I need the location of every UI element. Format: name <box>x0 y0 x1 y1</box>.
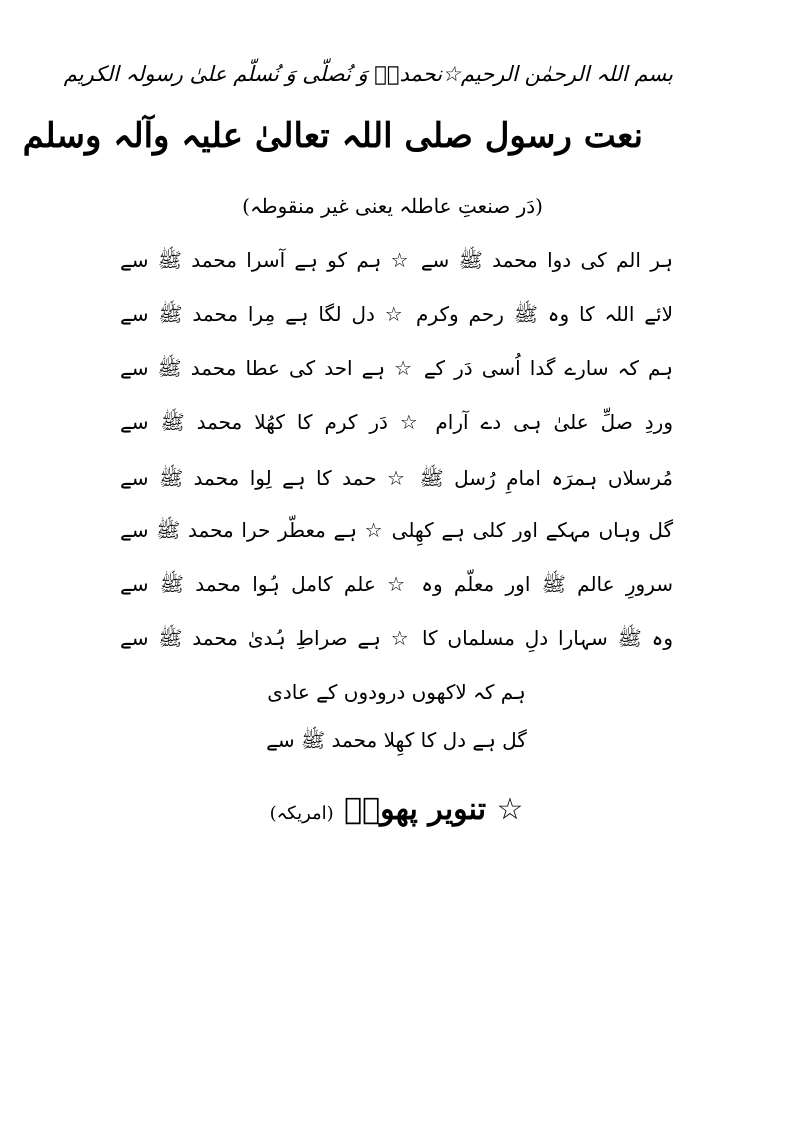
verse-line-4: وردِ صلِّ علیٰ ہی دے آرام ☆ دَر کرم کا کھُلا محمد ﷺ سے <box>120 410 673 434</box>
bismillah-line: بسم اللہ الرحمٰن الرحیم☆نحمدہٗ وَ نُصلّی وَ نُسلّم علیٰ رسولہ الکریم <box>63 62 673 86</box>
verse-line-5: مُرسلاں ہمرَہ امامِ رُسل ﷺ ☆ حمد کا ہے لِوا محمد ﷺ سے <box>120 466 673 490</box>
closing-line-2: گل ہے دل کا کھِلا محمد ﷺ سے <box>266 728 527 752</box>
author-name: تنویر پھولؔ <box>344 792 487 827</box>
verse-line-2: لائے اللہ کا وہ ﷺ رحم وکرم ☆ دل لگا ہے مِرا محمد ﷺ سے <box>120 302 673 326</box>
verse-line-7: سرورِ عالم ﷺ اور معلّم وہ ☆ علم کامل ہُوا محمد ﷺ سے <box>120 572 673 596</box>
verse-line-8: وہ ﷺ سہارا دلِ مسلماں کا ☆ ہے صراطِ ہُدیٰ محمد ﷺ سے <box>120 626 673 650</box>
author-place: (امریکہ) <box>269 803 334 824</box>
author-signature <box>250 792 543 828</box>
page-subtitle: (دَر صنعتِ عاطلہ یعنی غیر منقوطہ) <box>242 194 543 218</box>
page-title: نعت رسول صلی اللہ تعالیٰ علیہ وآلہ وسلم <box>22 116 643 156</box>
closing-line-1: ہم کہ لاکھوں درودوں کے عادی <box>267 680 526 704</box>
verse-line-3: ہم کہ سارے گدا اُسی دَر کے ☆ ہے احد کی عطا محمد ﷺ سے <box>120 356 673 380</box>
verse-line-1: ہر الم کی دوا محمد ﷺ سے ☆ ہم کو ہے آسرا محمد ﷺ سے <box>120 248 673 272</box>
verse-line-6: گل وہاں مہکے اور کلی ہے کھِلی ☆ ہے معطّر حرا محمد ﷺ سے <box>120 518 673 542</box>
star-icon: ☆ <box>496 792 524 827</box>
